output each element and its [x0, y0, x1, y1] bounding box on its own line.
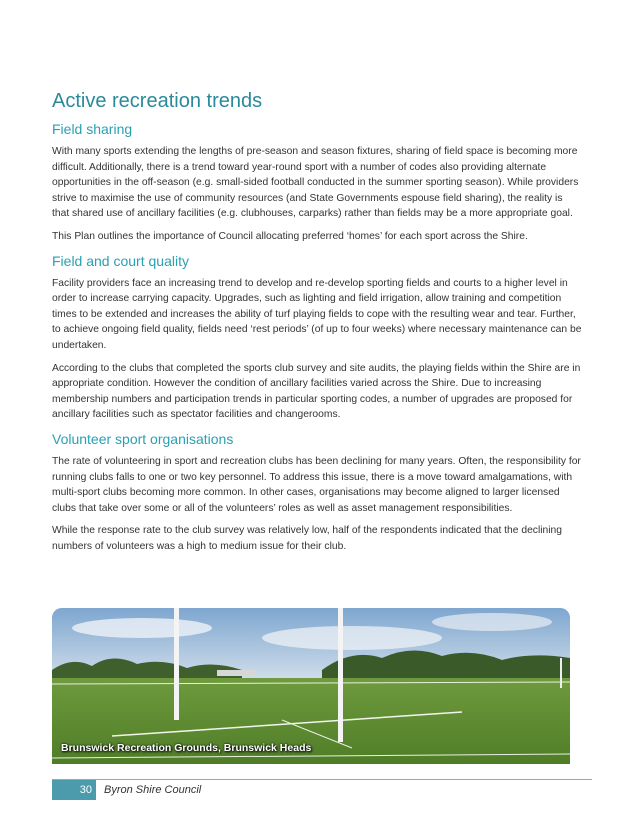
- paragraph: The rate of volunteering in sport and recreation clubs has been declining for many years. Often, the responsibility for running clubs falls to one or two key personnel. To address this issue, there is a move toward amalgamations, with multi-sport clubs becoming more common. In other cases, organisations may become aligned to larger licensed clubs that take over some or all of the volunteers’ roles as well as asset management responsibilities.: [52, 455, 581, 514]
- section-heading: Field and court quality: [52, 252, 189, 269]
- paragraph: This Plan outlines the importance of Council allocating preferred ‘homes’ for each sport across the Shire.: [52, 230, 528, 242]
- sports-field-photo: [52, 608, 570, 764]
- section-heading: Field sharing: [52, 121, 133, 137]
- field-scene-image: [52, 608, 570, 764]
- page-title: Active recreation trends: [52, 90, 263, 112]
- photo-caption: Brunswick Recreation Grounds, Brunswick Heads: [61, 742, 312, 754]
- section-field-court-quality: [52, 252, 582, 423]
- page-number: 30: [52, 780, 96, 800]
- main-content: [52, 88, 582, 561]
- section-heading: Volunteer sport organisations: [52, 430, 234, 447]
- paragraph: With many sports extending the lengths of pre-season and season fixtures, sharing of field space is becoming more difficult. Additionally, there is a trend toward year-round sport with a number of codes also providing alternate opportunities in the off-season (e.g. small-sided football conducted in the summer sporting season). While providers strive to maximise the use of community resources (and State Governments espouse field sharing), the reality is that shared use of ancillary facilities (e.g. clubhouses, carparks) rather than fields may be a more appropriate goal.: [52, 146, 579, 220]
- section-field-sharing: [52, 120, 582, 245]
- footer-publisher: Byron Shire Council: [104, 784, 202, 796]
- paragraph: While the response rate to the club survey was relatively low, half of the respondents indicated that the declining numbers of volunteers was a high to medium issue for their club.: [52, 525, 562, 552]
- section-volunteer-sport: [52, 430, 582, 555]
- paragraph: Facility providers face an increasing trend to develop and re-develop sporting fields and courts to a higher level in order to increase carrying capacity. Upgrades, such as lighting and field irrigation, allow training and competition times to be extended and increases the ability of turf playing fields to cope with the resulting wear and tear. Further, to achieve ongoing field quality, fields need ‘rest periods’ (of up to four weeks) where necessary maintenance can be undertaken.: [52, 277, 582, 351]
- paragraph: According to the clubs that completed the sports club survey and site audits, the playing fields within the Shire are in appropriate condition. However the condition of ancillary facilities varied across the Shire. Due to increasing membership numbers and participation trends in particular sporting codes, a number of upgrades are proposed for ancillary facilities such as spectator facilities and changerooms.: [52, 362, 581, 421]
